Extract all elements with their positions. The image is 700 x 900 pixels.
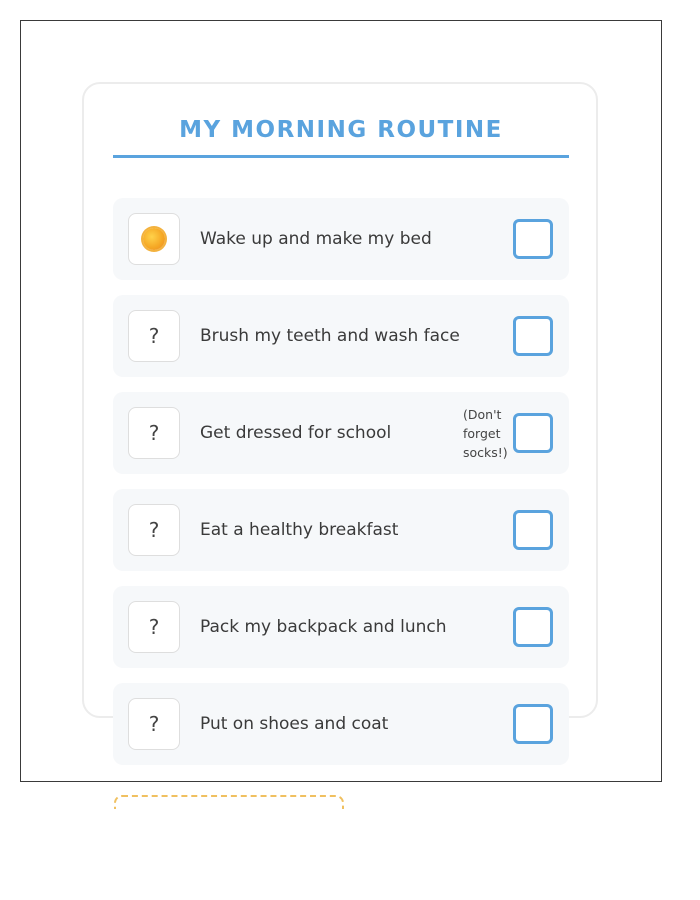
task-label: Pack my backpack and lunch [200, 617, 447, 637]
task-checkbox[interactable] [513, 219, 553, 259]
task-item [113, 198, 569, 280]
sun-glyph [143, 228, 165, 250]
task-checkbox[interactable] [513, 316, 553, 356]
unknown-icon: ? [128, 698, 180, 750]
task-label: Get dressed for school [200, 423, 392, 443]
dashed-outline-tab [114, 795, 344, 809]
unknown-icon: ? [128, 407, 180, 459]
sun-icon [128, 213, 180, 265]
task-note: (Don't forget socks!) [463, 407, 508, 460]
task-checkbox[interactable] [513, 413, 553, 453]
unknown-icon: ? [128, 601, 180, 653]
task-item [113, 392, 569, 474]
task-checkbox[interactable] [513, 607, 553, 647]
task-label: Wake up and make my bed [200, 229, 432, 249]
page-title: MY MORNING ROUTINE [179, 117, 503, 143]
task-label: Brush my teeth and wash face [200, 326, 460, 346]
unknown-icon: ? [128, 310, 180, 362]
task-item [113, 586, 569, 668]
title-underline [113, 155, 569, 158]
task-checkbox[interactable] [513, 510, 553, 550]
task-checkbox[interactable] [513, 704, 553, 744]
task-item [113, 489, 569, 571]
unknown-icon: ? [128, 504, 180, 556]
task-label: Put on shoes and coat [200, 714, 389, 734]
task-item [113, 295, 569, 377]
task-label: Eat a healthy breakfast [200, 520, 399, 540]
task-item [113, 683, 569, 765]
